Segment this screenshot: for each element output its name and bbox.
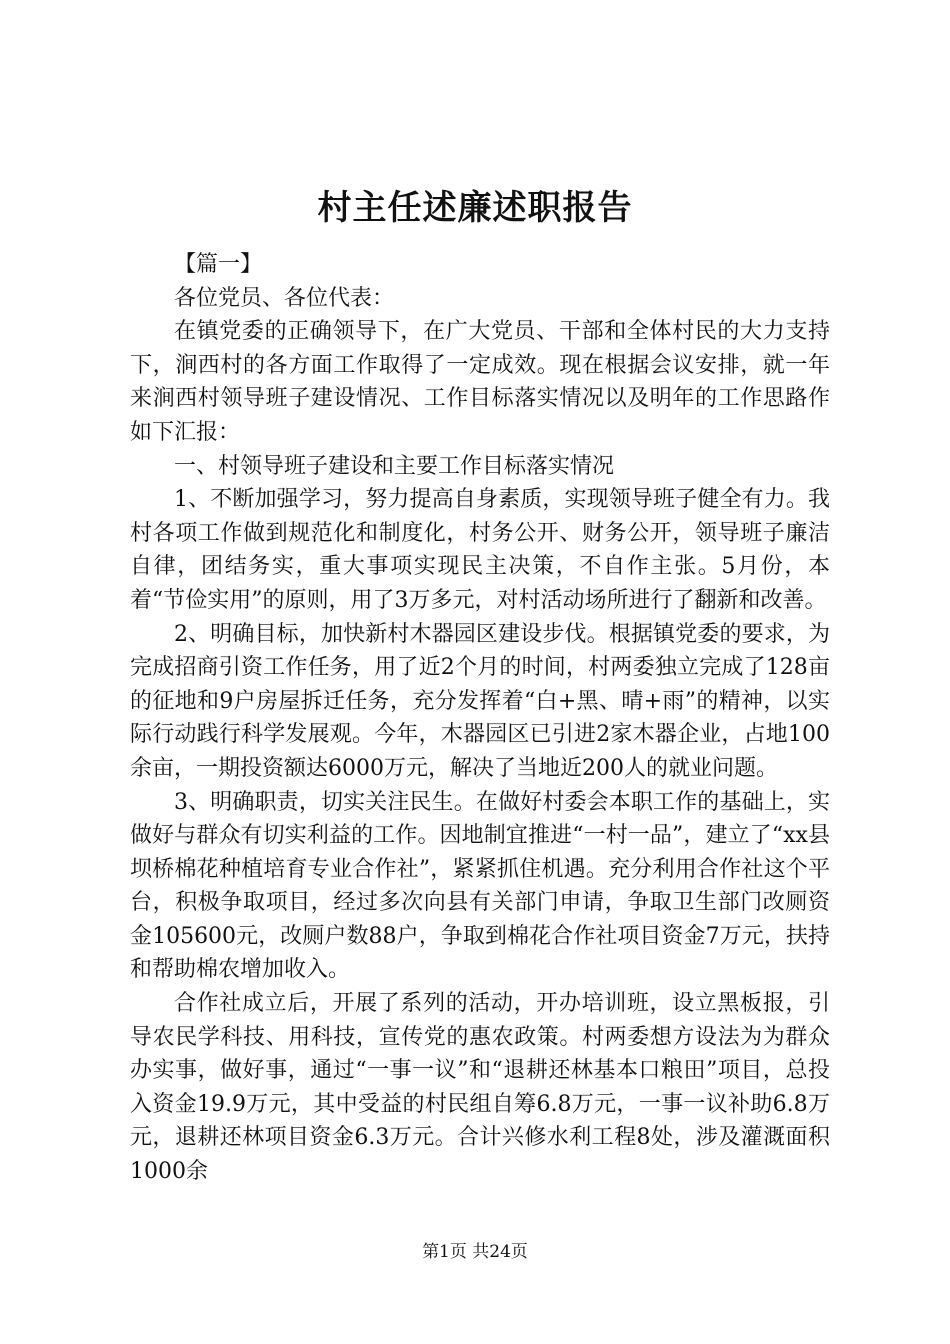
section-heading: 一、村领导班子建设和主要工作目标落实情况 bbox=[174, 453, 615, 479]
body-paragraph: 合作社成立后，开展了系列的活动，开办培训班，设立黑板报，引导农民学科技、用科技，宣传党的惠农政策。村两委想方设法为为群众办实事，做好事，通过“一事一议”和“退耕还林基本口粮田”项目，总投入资金19.9万元，其中受益的村民组自筹6.8万元，一事一议补助6.8万元，退耕还林项目资金6.3万元。合计兴修水利工程8处，涉及灌溉面积1000余 bbox=[130, 991, 830, 1185]
body-paragraph: 在镇党委的正确领导下，在广大党员、干部和全体村民的大力支持下，涧西村的各方面工作取得了一定成效。现在根据会议安排，就一年来涧西村领导班子建设情况、工作目标落实情况以及明年的工作思路作如下汇报： bbox=[130, 319, 830, 445]
document-title: 村主任述廉述职报告 bbox=[317, 188, 633, 228]
body-paragraph: 1、不断加强学习，努力提高自身素质，实现领导班子健全有力。我村各项工作做到规范化和制度化，村务公开、财务公开，领导班子廉洁自律，团结务实，重大事项实现民主决策，不自作主张。5月份，本着“节俭实用”的原则，用了3万多元，对村活动场所进行了翻新和改善。 bbox=[130, 487, 830, 613]
salutation: 各位党员、各位代表： bbox=[174, 285, 395, 311]
document-body bbox=[130, 248, 830, 1189]
page-footer: 第1页 共24页 bbox=[422, 1242, 528, 1262]
body-paragraph: 2、明确目标，加快新村木器园区建设步伐。根据镇党委的要求，为完成招商引资工作任务，用了近2个月的时间，村两委独立完成了128亩的征地和9户房屋拆迁任务，充分发挥着“白+黑、晴+雨”的精神，以实际行动践行科学发展观。今年，木器园区已引进2家木器企业，占地100余亩，一期投资额达6000万元，解决了当地近200人的就业问题。 bbox=[130, 621, 830, 781]
section-label: 【篇一】 bbox=[174, 252, 263, 277]
body-paragraph: 3、明确职责，切实关注民生。在做好村委会本职工作的基础上，实做好与群众有切实利益的工作。因地制宜推进“一村一品”，建立了“xx县坝桥棉花种植培育专业合作社”，紧紧抓住机遇。充分利用合作社这个平台，积极争取项目，经过多次向县有关部门申请，争取卫生部门改厕资金105600元，改厕户数88户，争取到棉花合作社项目资金7万元，扶持和帮助棉农增加收入。 bbox=[130, 789, 830, 983]
